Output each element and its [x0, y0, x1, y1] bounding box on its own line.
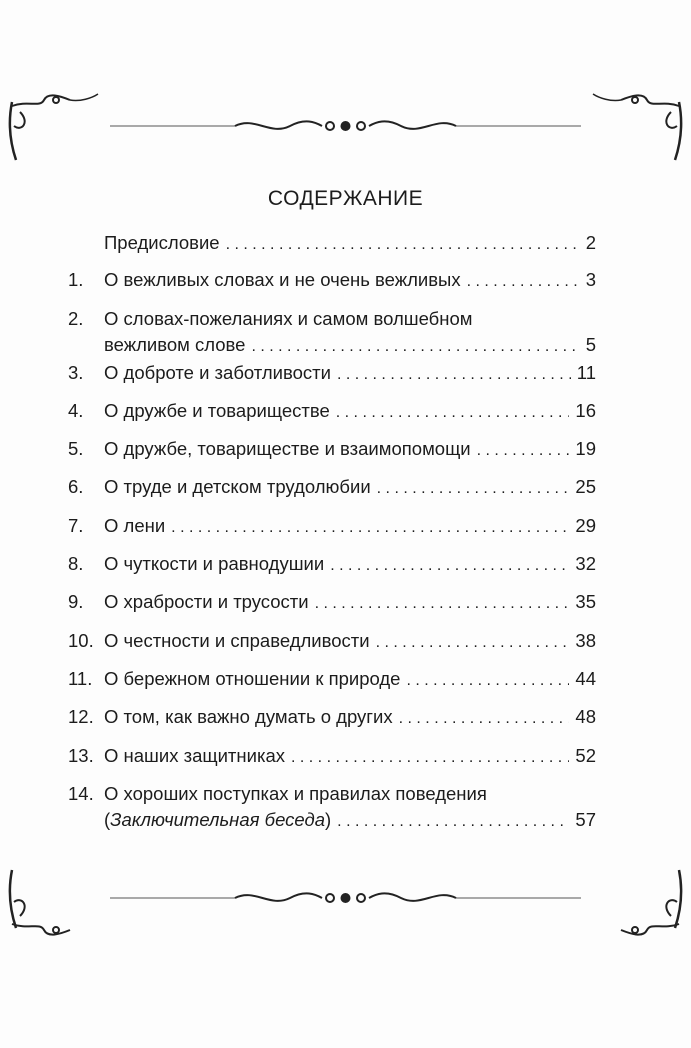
dot-leader	[399, 706, 570, 732]
toc-entry-number: 6.	[68, 476, 84, 497]
toc-page-number: 5	[585, 334, 596, 355]
bottom-ornament	[0, 862, 691, 952]
toc-entry-title: вежливом слове	[104, 334, 246, 355]
toc-entry-number: 5.	[68, 438, 84, 459]
dot-leader	[251, 334, 579, 360]
toc-page-number: 48	[575, 706, 596, 727]
toc-page-number: 16	[575, 400, 596, 421]
toc-title: СОДЕРЖАНИЕ	[267, 187, 424, 210]
toc-entry-title: О наших защитниках	[104, 745, 285, 766]
dot-leader	[226, 232, 580, 258]
dot-leader	[315, 591, 570, 617]
dot-leader	[477, 438, 570, 464]
toc-entry-title: (Заключительная беседа)	[104, 809, 332, 830]
toc-entry-number: 11.	[68, 668, 93, 689]
dot-leader	[337, 809, 569, 835]
toc-entry-number: 9.	[68, 591, 84, 612]
toc-entry-title: О вежливых словах и не очень вежливых	[104, 269, 461, 290]
toc-entry-number: 4.	[68, 400, 84, 421]
toc-page-number: 25	[575, 476, 596, 497]
toc-entry-number: 3.	[68, 362, 84, 383]
toc-page-number: 57	[575, 809, 596, 830]
toc-entry-title: О том, как важно думать о других	[104, 706, 393, 727]
toc-entry-title: О храбрости и трусости	[104, 591, 309, 612]
dot-leader	[406, 668, 569, 694]
toc-page-number: 3	[585, 269, 596, 290]
toc-page-number: 32	[575, 553, 596, 574]
toc-entry-title: О бережном отношении к природе	[104, 668, 401, 689]
toc-entry-number: 8.	[68, 553, 84, 574]
dot-leader	[376, 630, 570, 656]
toc-page-number: 52	[575, 745, 596, 766]
dot-leader	[377, 476, 570, 502]
toc-entry-title: О чуткости и равнодушии	[104, 553, 325, 574]
top-ornament	[0, 82, 691, 172]
toc-page-number: 44	[575, 668, 596, 689]
toc-page-number: 2	[585, 232, 596, 253]
dot-leader	[336, 400, 570, 426]
toc-entry-title: О дружбе, товариществе и взаимопомощи	[104, 438, 471, 459]
dot-leader	[291, 745, 569, 771]
toc-entry-title: Предисловие	[104, 232, 220, 253]
toc-entry-title: О честности и справедливости	[104, 630, 370, 651]
toc-entry-title: О доброте и заботливости	[104, 362, 331, 383]
toc-entry-number: 12.	[68, 706, 94, 727]
toc-entry-title: О лени	[104, 515, 166, 536]
toc-entry-number: 14.	[68, 783, 94, 804]
toc-entry-number: 13.	[68, 745, 94, 766]
dot-leader	[467, 269, 580, 295]
toc-entry-number: 2.	[68, 308, 84, 329]
toc-page-number: 38	[575, 630, 596, 651]
toc-entry-number: 1.	[68, 269, 84, 290]
toc-page-number: 11	[576, 362, 596, 383]
toc-page-number: 19	[575, 438, 596, 459]
toc-entry-title: О труде и детском трудолюбии	[104, 476, 371, 497]
toc-page-number: 35	[575, 591, 596, 612]
dot-leader	[337, 362, 571, 388]
toc-entry-number: 7.	[68, 515, 84, 536]
dot-leader	[171, 515, 569, 541]
toc-page-number: 29	[575, 515, 596, 536]
toc-entry-title: О хороших поступках и правилах поведения	[104, 783, 487, 804]
toc-entry-number: 10.	[68, 630, 94, 651]
toc-entry-title: О словах-пожеланиях и самом волшебном	[104, 308, 473, 329]
toc-entry-title: О дружбе и товариществе	[104, 400, 330, 421]
dot-leader	[330, 553, 569, 579]
